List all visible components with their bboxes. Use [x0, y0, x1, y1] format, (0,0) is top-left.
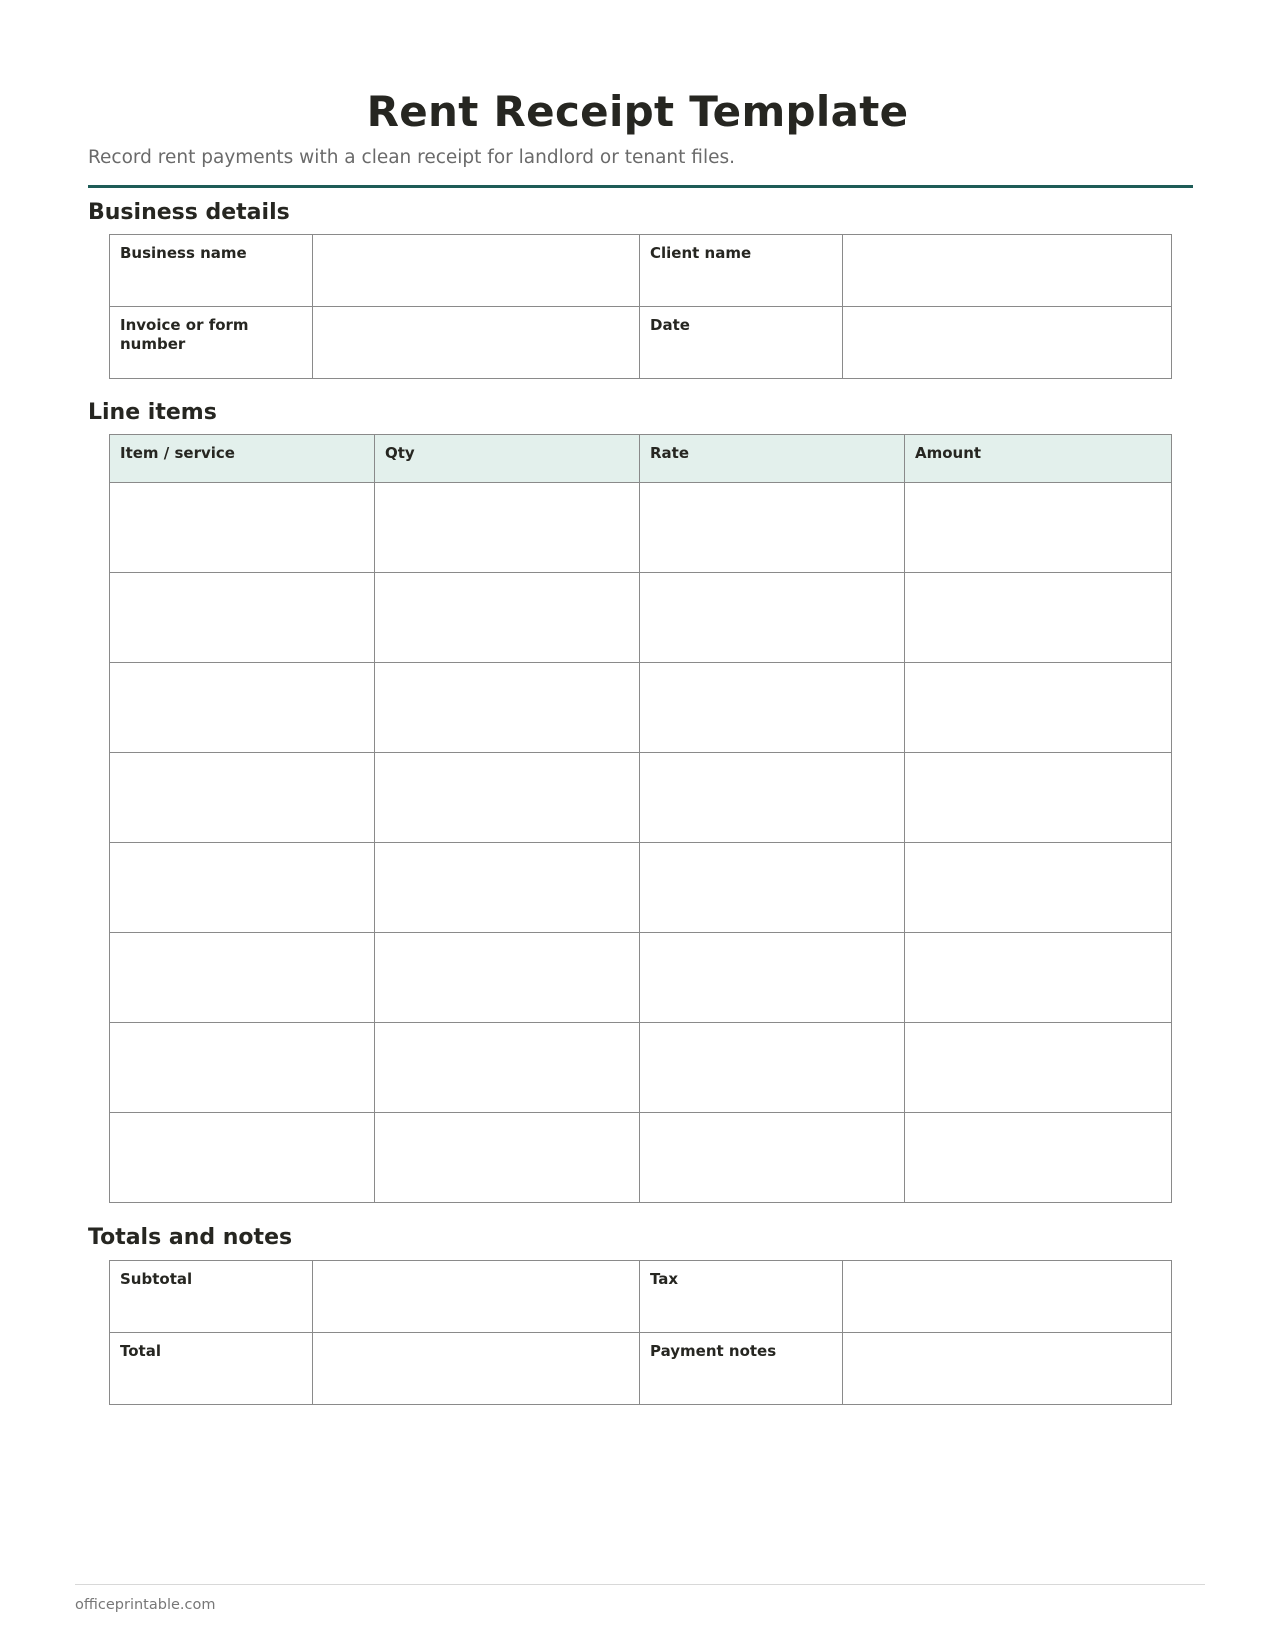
- subtotal-label: Subtotal: [110, 1261, 313, 1333]
- footer-site-text: officeprintable.com: [75, 1597, 216, 1613]
- amount-cell[interactable]: [905, 843, 1172, 933]
- date-label: Date: [640, 307, 843, 379]
- amount-cell[interactable]: [905, 933, 1172, 1023]
- item-service-cell[interactable]: [110, 483, 375, 573]
- item-service-cell[interactable]: [110, 753, 375, 843]
- business-details-row: [110, 235, 1172, 307]
- amount-cell[interactable]: [905, 663, 1172, 753]
- amount-cell[interactable]: [905, 753, 1172, 843]
- table-row: [110, 483, 1172, 573]
- item-service-cell[interactable]: [110, 1023, 375, 1113]
- page-title: Rent Receipt Template: [366, 87, 909, 136]
- table-row: [110, 933, 1172, 1023]
- item-service-cell[interactable]: [110, 573, 375, 663]
- qty-cell[interactable]: [375, 1113, 640, 1203]
- invoice-number-label: Invoice or form number: [110, 307, 313, 379]
- amount-cell[interactable]: [905, 1023, 1172, 1113]
- invoice-number-field[interactable]: [313, 307, 640, 379]
- rate-cell[interactable]: [640, 753, 905, 843]
- totals-row: [110, 1261, 1172, 1333]
- line-items-table: [109, 434, 1172, 1203]
- column-header-qty: Qty: [375, 435, 640, 483]
- totals-table: [109, 1260, 1172, 1405]
- column-header-item-service: Item / service: [110, 435, 375, 483]
- line-items-header-row: [110, 435, 1172, 483]
- client-name-label: Client name: [640, 235, 843, 307]
- rate-cell[interactable]: [640, 1023, 905, 1113]
- tax-label: Tax: [640, 1261, 843, 1333]
- rate-cell[interactable]: [640, 573, 905, 663]
- totals-heading: Totals and notes: [88, 1225, 293, 1250]
- payment-notes-field[interactable]: [843, 1333, 1172, 1405]
- qty-cell[interactable]: [375, 573, 640, 663]
- qty-cell[interactable]: [375, 1023, 640, 1113]
- qty-cell[interactable]: [375, 663, 640, 753]
- totals-row: [110, 1333, 1172, 1405]
- amount-cell[interactable]: [905, 1113, 1172, 1203]
- table-row: [110, 843, 1172, 933]
- business-name-field[interactable]: [313, 235, 640, 307]
- rate-cell[interactable]: [640, 1113, 905, 1203]
- business-details-heading: Business details: [88, 200, 290, 225]
- footer-divider: [75, 1584, 1205, 1585]
- qty-cell[interactable]: [375, 483, 640, 573]
- item-service-cell[interactable]: [110, 843, 375, 933]
- column-header-rate: Rate: [640, 435, 905, 483]
- total-label: Total: [110, 1333, 313, 1405]
- rate-cell[interactable]: [640, 663, 905, 753]
- rate-cell[interactable]: [640, 483, 905, 573]
- table-row: [110, 663, 1172, 753]
- business-details-row: [110, 307, 1172, 379]
- qty-cell[interactable]: [375, 843, 640, 933]
- page-subtitle: Record rent payments with a clean receipt for landlord or tenant files.: [88, 147, 735, 168]
- business-name-label: Business name: [110, 235, 313, 307]
- table-row: [110, 573, 1172, 663]
- client-name-field[interactable]: [843, 235, 1172, 307]
- line-items-heading: Line items: [88, 400, 217, 425]
- item-service-cell[interactable]: [110, 933, 375, 1023]
- header-divider: [88, 185, 1193, 188]
- subtotal-field[interactable]: [313, 1261, 640, 1333]
- table-row: [110, 753, 1172, 843]
- table-row: [110, 1113, 1172, 1203]
- table-row: [110, 1023, 1172, 1113]
- rate-cell[interactable]: [640, 843, 905, 933]
- amount-cell[interactable]: [905, 483, 1172, 573]
- column-header-amount: Amount: [905, 435, 1172, 483]
- qty-cell[interactable]: [375, 933, 640, 1023]
- qty-cell[interactable]: [375, 753, 640, 843]
- business-details-table: [109, 234, 1172, 379]
- tax-field[interactable]: [843, 1261, 1172, 1333]
- payment-notes-label: Payment notes: [640, 1333, 843, 1405]
- item-service-cell[interactable]: [110, 663, 375, 753]
- total-field[interactable]: [313, 1333, 640, 1405]
- rate-cell[interactable]: [640, 933, 905, 1023]
- item-service-cell[interactable]: [110, 1113, 375, 1203]
- date-field[interactable]: [843, 307, 1172, 379]
- amount-cell[interactable]: [905, 573, 1172, 663]
